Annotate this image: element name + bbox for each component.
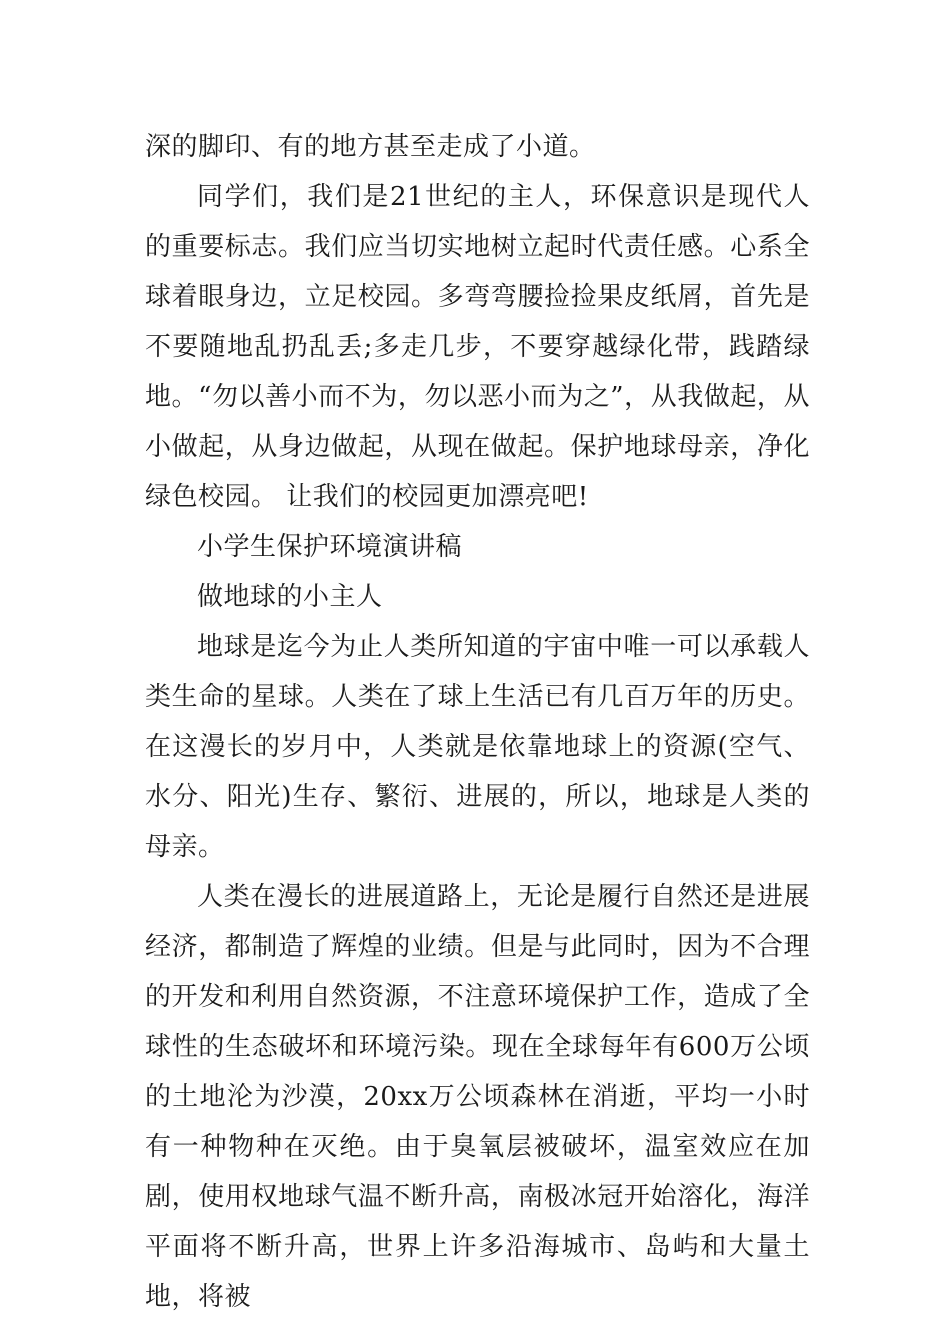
paragraph-classmates: 同学们，我们是21世纪的主人，环保意识是现代人的重要标志。我们应当切实地树立起时代责任感。心系全球着眼身边，立足校园。多弯弯腰捡捡果皮纸屑，首先是不要随地乱扔乱丢;多走几步，不要穿越绿化带，践踏绿地。“勿以善小而不为，勿以恶小而为之”，从我做起，从小做起，从身边做起，从现在做起。保护地球母亲，净化绿色校园。 让我们的校园更加漂亮吧! bbox=[145, 182, 810, 512]
paragraph-development: 人类在漫长的进展道路上，无论是履行自然还是进展经济，都制造了辉煌的业绩。但是与此同时，因为不合理的开发和利用自然资源，不注意环境保护工作，造成了全球性的生态破坏和环境污染。现在全球每年有600万公顷的土地沦为沙漠，20xx万公顷森林在消逝，平均一小时有一种物种在灭绝。由于臭氧层被破坏，温室效应在加剧，使用权地球气温不断升高，南极冰冠开始溶化，海洋平面将不断升高，世界上许多沿海城市、岛屿和大量土地，将被 bbox=[145, 882, 810, 1312]
speech-subtitle: 做地球的小主人 bbox=[197, 582, 383, 612]
paragraph-continuation: 深的脚印、有的地方甚至走成了小道。 bbox=[145, 132, 596, 162]
speech-title: 小学生保护环境演讲稿 bbox=[197, 532, 463, 562]
document-body bbox=[145, 122, 810, 1322]
paragraph-earth: 地球是迄今为止人类所知道的宇宙中唯一可以承载人类生命的星球。人类在了球上生活已有几百万年的历史。在这漫长的岁月中，人类就是依靠地球上的资源(空气、水分、阳光)生存、繁衍、进展的，所以，地球是人类的母亲。 bbox=[145, 632, 810, 862]
